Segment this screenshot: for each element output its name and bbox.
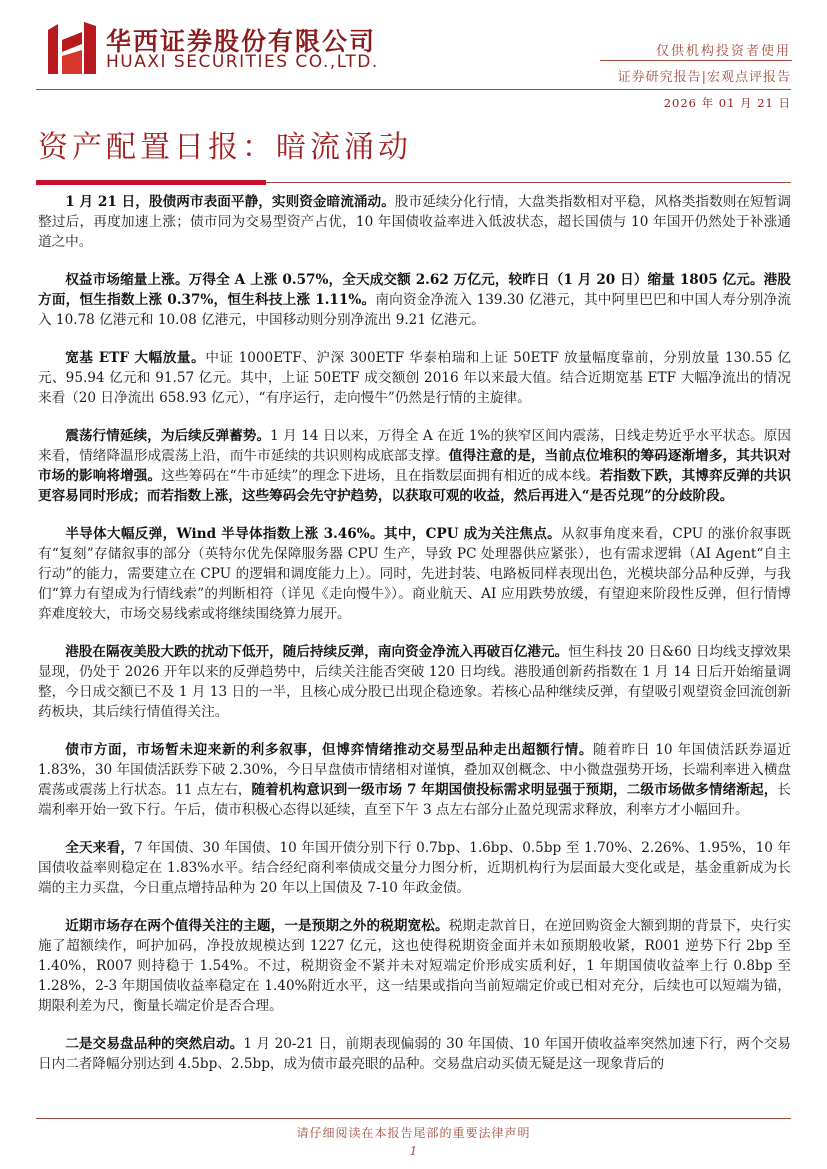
para-bold: 若指数下跌，其博弈反弹的共识更容易同时形成；而若指数上涨，这些筹码会先守护趋势，以获取可观的收益，然后再进入“是否兑现”的分歧阶段。 bbox=[38, 468, 792, 504]
page-number: 1 bbox=[409, 1144, 418, 1158]
paragraph-3 bbox=[38, 348, 791, 408]
paragraph-7 bbox=[38, 740, 791, 820]
para-lead: 二是交易盘品种的突然启动。 bbox=[65, 1036, 244, 1052]
para-text: 股市延续分化行情，大盘类指数相对平稳，风格类指数则在短暂调整过后，再度加速上涨；债市同为交易型资产占优，10 年国债收益率进入低波状态，超长国债与 10 年国开仍然处于补涨通道之中。 bbox=[38, 194, 792, 250]
para-bold: 随着机构意识到一级市场 7 年期国债投标需求明显强于预期，二级市场做多情绪渐起， bbox=[251, 782, 778, 798]
para-lead: 近期市场存在两个值得关注的主题，一是预期之外的税期宽松。 bbox=[65, 918, 449, 934]
paragraph-10 bbox=[38, 1034, 791, 1074]
para-text: 税期走款首日，在逆回购资金大额到期的背景下，央行实施了超额续作，呵护加码，净投放规模达到 1227 亿元，这也使得税期资金面并未如预期般收紧，R001 逆势下行 2bp 至 1.40%，R007 则持稳于 1.54%。不过，税期资金不紧并未对短端定价形成实质利好，1 年期国债收益率上行 0.8bp 至 1.28%，2-3 年期国债收益率稳定在 1.40%附近水平，这一结果或指向当前短端定价或已相对充分，后续也可以短端为锚，期限利差为尺，衡量长端定价是否合理。 bbox=[38, 918, 791, 1014]
company-name-en: HUAXI SECURITIES CO.,LTD. bbox=[106, 52, 379, 72]
para-bold: 值得注意的是，当前点位堆积的筹码逐渐增多，其共识对市场的影响将增强。 bbox=[38, 448, 791, 484]
report-date: 2026 年 01 月 21 日 bbox=[663, 96, 791, 110]
company-name-cn: 华西证券股份有限公司 bbox=[106, 27, 377, 56]
title-accent-bar bbox=[36, 180, 266, 185]
para-text: 随着昨日 10 年国债活跃券逼近 1.83%，30 年国债活跃券下破 2.30%，今日早盘债市情绪相对谨慎，叠加双创概念、中小微盘强势开场，长端利率进入横盘震荡或震荡上行状态。11 点左右， bbox=[38, 742, 791, 798]
para-text: 恒生科技 20 日&60 日均线支撑效果显现，仍处于 2026 开年以来的反弹趋势中，后续关注能否突破 120 日均线。港股通创新药指数在 1 月 14 日后开始缩量调整，今日成交额已不及 1 月 13 日的一半，且核心成分股已出现企稳迹象。若核心品种继续反弹，有望吸引观望资金回流创新药板块，其后续行情值得关注。 bbox=[38, 644, 791, 720]
para-lead: 全天来看， bbox=[65, 840, 135, 856]
footer-divider bbox=[36, 1118, 791, 1119]
paragraph-4 bbox=[38, 426, 791, 506]
paragraph-1 bbox=[38, 192, 791, 252]
para-text: 长端利率开始一致下行。午后，债市积极心态得以延续，直至下午 3 点左右部分止盈兑现需求释放，利率方才小幅回升。 bbox=[38, 782, 791, 818]
report-body bbox=[38, 192, 791, 1092]
report-type: 证券研究报告|宏观点评报告 bbox=[617, 70, 791, 85]
report-title: 资产配置日报：暗流涌动 bbox=[38, 130, 412, 165]
para-text: 1 月 14 日以来，万得全 A 在近 1%的狭窄区间内震荡，日线走势近乎水平状态。原因来看，情绪降温形成震荡上沿，而牛市延续的共识则构成底部支撑。 bbox=[38, 428, 791, 464]
para-lead: 震荡行情延续，为后续反弹蓄势。 bbox=[65, 428, 271, 444]
paragraph-9 bbox=[38, 916, 791, 1016]
paragraph-2 bbox=[38, 270, 791, 330]
header-divider bbox=[600, 60, 792, 61]
para-text: 7 年国债、30 年国债、10 年国开债分别下行 0.7bp、1.6bp、0.5bp 至 1.70%、2.26%、1.95%，10 年国债收益率则稳定在 1.83%水平。结合经纪商利率债成交量分力图分析，近期机构行为层面最大变化或是，基金重新成为长端的主力买盘，今日重点增持品种为 20 年以上国债及 7-10 年政金债。 bbox=[38, 840, 792, 896]
usage-note: 仅供机构投资者使用 bbox=[655, 44, 791, 59]
para-lead: 宽基 ETF 大幅放量。 bbox=[65, 350, 206, 366]
legal-disclaimer-link: 请仔细阅读在本报告尾部的重要法律声明 bbox=[296, 1126, 531, 1140]
para-text: 中证 1000ETF、沪深 300ETF 华泰柏瑞和上证 50ETF 放量幅度靠前，分别放量 130.55 亿元、95.94 亿元和 91.57 亿元。其中，上证 50ETF 成交额创 2016 年以来最大值。结合近期宽基 ETF 大幅净流出的情况来看（20 日净流出 658.93 亿元），“有序运行，走向慢牛”仍然是行情的主旋律。 bbox=[38, 350, 791, 406]
para-lead: 权益市场缩量上涨。万得全 A 上涨 0.57%，全天成交额 2.62 万亿元，较昨日（1 月 20 日）缩量 1805 亿元。港股方面，恒生指数上涨 0.37%，恒生科技上涨 1.11%。 bbox=[38, 272, 791, 308]
huaxi-logo bbox=[48, 22, 96, 74]
paragraph-6 bbox=[38, 642, 791, 722]
para-lead: 港股在隔夜美股大跌的扰动下低开，随后持续反弹，南向资金净流入再破百亿港元。 bbox=[65, 644, 569, 660]
paragraph-8 bbox=[38, 838, 791, 898]
para-text: 这些筹码在“牛市延续”的理念下进场，且在指数层面拥有相近的成本线。 bbox=[161, 468, 600, 484]
para-lead: 半导体大幅反弹，Wind 半导体指数上涨 3.46%。其中，CPU 成为关注焦点。 bbox=[65, 526, 562, 542]
paragraph-5 bbox=[38, 524, 791, 624]
para-text: 南向资金净流入 139.30 亿港元，其中阿里巴巴和中国人寿分别净流入 10.78 亿港元和 10.08 亿港元，中国移动则分别净流出 9.21 亿港元。 bbox=[38, 292, 791, 328]
para-lead: 1 月 21 日，股债两市表面平静，实则资金暗流涌动。 bbox=[65, 194, 395, 210]
para-text: 从叙事角度来看，CPU 的涨价叙事既有“复刻”存储叙事的部分（英特尔优先保障服务器 CPU 生产，导致 PC 处理器供应紧张），也有需求逻辑（AI Agent“自主行动”的能力，需要建立在 CPU 的逻辑和调度能力上）。同时，先进封装、电路板同样表现出色，光模块部分品种反弹，与我们“算力有望成为行情线索”的判断相符（详见《走向慢牛》）。商业航天、AI 应用跌势放缓，有望迎来阶段性反弹，但行情博弈难度较大，市场交易线索或将继续围绕算力展开。 bbox=[38, 526, 791, 622]
para-text: 1 月 20-21 日，前期表现偏弱的 30 年国债、10 年国开债收益率突然加速下行，两个交易日内二者降幅分别达到 4.5bp、2.5bp，成为债市最亮眼的品种。交易盘启动买债无疑是这一现象背后的 bbox=[38, 1036, 792, 1072]
para-lead: 债市方面，市场暂未迎来新的利多叙事，但博弈情绪推动交易型品种走出超额行情。 bbox=[65, 742, 594, 758]
top-divider bbox=[36, 89, 791, 90]
